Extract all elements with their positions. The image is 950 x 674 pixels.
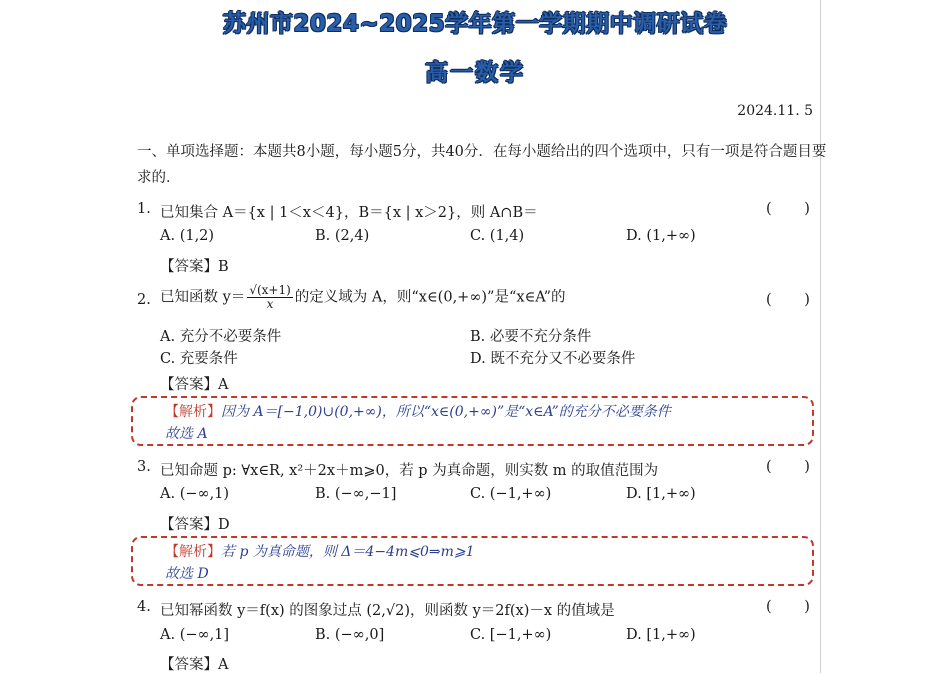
question-1-stem: 已知集合 A＝{x | 1＜x＜4}，B＝{x | x＞2}，则 A∩B＝ [160, 205, 538, 221]
question-3-analysis-line2: 故选 D [165, 566, 209, 582]
question-2-fraction-denominator: x [266, 297, 274, 312]
question-3-answer: 【答案】D [160, 517, 230, 533]
question-3-number: 3. [137, 459, 151, 475]
question-4-stem: 已知幂函数 y＝f(x) 的图象过点 (2,√2)，则函数 y＝2f(x)－x 的值域是 [160, 603, 615, 619]
question-2-analysis-text: 因为 A＝[−1,0)∪(0,+∞)，所以“x∈(0,+∞)”是“x∈A”的充分不必要条件 [221, 404, 671, 420]
question-2-stem-prefix: 已知函数 y＝ [160, 289, 246, 306]
question-3-stem: 已知命题 p: ∀x∈R, x²＋2x＋m⩾0，若 p 为真命题，则实数 m 的取值范围为 [160, 463, 659, 479]
question-2-analysis-line2: 故选 A [165, 426, 208, 442]
question-4-option-a: A. (−∞,1] [160, 627, 230, 643]
question-2-option-b: B. 必要不充分条件 [470, 329, 592, 345]
question-2-option-d: D. 既不充分又不必要条件 [470, 351, 636, 367]
question-4-answer-blank: ( ) [766, 599, 824, 615]
question-3-analysis-line1 [165, 541, 475, 561]
question-3-analysis-box [131, 536, 814, 586]
question-2-number: 2. [137, 292, 151, 308]
question-3-analysis-text: 若 p 为真命题，则 Δ＝4−4m⩽0⇒m⩾1 [221, 544, 475, 560]
question-4-option-b: B. (−∞,0] [315, 627, 385, 643]
question-2-analysis-box [131, 396, 814, 446]
exam-subtitle: 高一数学 [425, 60, 525, 86]
question-4-number: 4. [137, 599, 151, 615]
question-2-option-c: C. 充要条件 [160, 351, 238, 367]
question-1-option-d: D. (1,+∞) [626, 228, 696, 244]
question-1-number: 1. [137, 201, 151, 217]
question-2-answer-blank: ( ) [766, 292, 824, 308]
question-2-analysis-tag: 【解析】 [165, 404, 221, 420]
question-3-option-a: A. (−∞,1) [160, 486, 230, 502]
question-2-answer: 【答案】A [160, 377, 229, 393]
question-2-fraction [247, 284, 292, 311]
question-2-stem-suffix: 的定义域为 A，则“x∈(0,+∞)”是“x∈A”的 [294, 289, 566, 306]
question-1-answer-blank: ( ) [766, 201, 824, 217]
question-4-option-c: C. [−1,+∞) [470, 627, 552, 643]
question-4-answer: 【答案】A [160, 657, 229, 673]
question-2-stem [160, 284, 566, 311]
question-2-analysis-line1 [165, 401, 671, 421]
question-3-option-c: C. (−1,+∞) [470, 486, 552, 502]
question-1-option-c: C. (1,4) [470, 228, 525, 244]
question-3-answer-blank: ( ) [766, 459, 824, 475]
question-1-option-b: B. (2,4) [315, 228, 370, 244]
question-4-option-d: D. [1,+∞) [626, 627, 696, 643]
question-3-option-b: B. (−∞,−1] [315, 486, 397, 502]
exam-date: 2024.11. 5 [737, 103, 813, 119]
question-2-fraction-numerator: √(x+1) [249, 283, 291, 297]
exam-title: 苏州市2024~2025学年第一学期期中调研试卷 [222, 11, 728, 37]
question-1-option-a: A. (1,2) [160, 228, 215, 244]
question-1-answer: 【答案】B [160, 259, 229, 275]
question-3-analysis-tag: 【解析】 [165, 544, 221, 560]
section-heading-line2: 求的． [137, 170, 181, 186]
question-3-option-d: D. [1,+∞) [626, 486, 696, 502]
question-2-option-a: A. 充分不必要条件 [160, 329, 282, 345]
page-edge [820, 0, 821, 673]
section-heading-line1: 一、单项选择题：本题共8小题，每小题5分，共40分．在每小题给出的四个选项中，只有一项是符合题目要 [137, 144, 827, 160]
